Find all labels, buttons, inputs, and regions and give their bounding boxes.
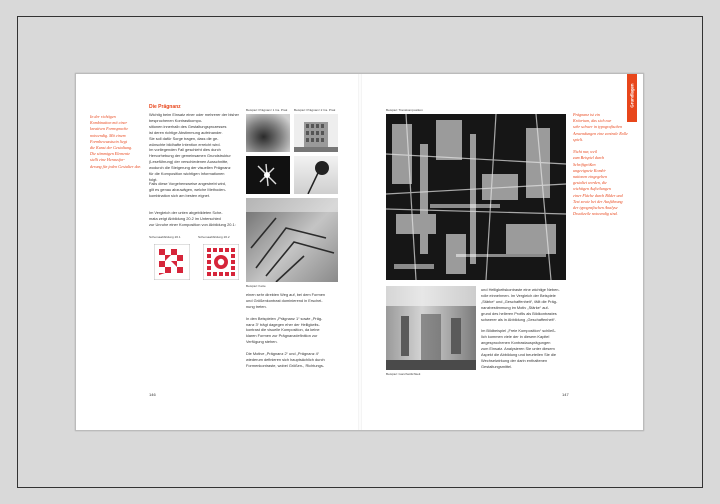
body-paragraph-2: Falls diese Vorgehensweise angestrebt wird, gilt es genau abzuwägen, welche Methoden- kombination sich am besten eignet. (149, 181, 226, 198)
book-spread (75, 73, 644, 431)
photo-caption-station: Beispiel: Ganzheitlichkeit (386, 372, 421, 376)
schema-diagram-1 (154, 244, 190, 280)
section-tab-label: Grundlagen (629, 83, 635, 108)
page-number-right: 147 (562, 392, 569, 397)
photo-station (386, 286, 476, 370)
body-paragraph-1: Wichtig beim Einsatz einer oder mehrerer der bisher besprochenen Kontrastkompo- sitionen innerhalb des Gestaltungsprozesses ist deren richtige Abstimmung aufeinander. Sie soll dafür Sorge tragen, dass die ge- wünschte bildhafte Intention erreicht wird. Im vorliegenden Fall geschieht dies durch Hervorhebung der gemeinsamen Grundstruktur (Leseführung) der verschiedenen Ausschnitte, wodurch die Steigerung der visuellen Prägnanz für die Komposition wichtigen Informationen folgt. (149, 112, 239, 182)
photo-night-object (246, 156, 290, 194)
photo-caption-large: Beispiel: Kette (246, 284, 266, 288)
schema-diagram-2 (203, 244, 239, 280)
body-paragraph-3: Im Vergleich der unten abgebildeten Sche- mata zeigt Abbildung 20.2 im Unterschied zur Unruhe einer Komposition von Abbildung 20.1: (149, 210, 236, 227)
right-body-text: und Helligkeitskontraste eine wichtige Neben- rolle einnehmen. Im Vergleich der Beispiele „Stärke“ und „Geschaffenheit“, fällt die Präg- nanzbestimmung im Motiv „Stärke“ auf- grund des helleren Profils als Bildkontrastes schwerer als in Abbildung „Geschaffenheit“. Im Bildbeispiel „Freie Komposition“ schließ- lich kommen viele der in diesem Kapitel angesprochenen Kontrastausprägungen zum Einsatz. Analysieren Sie unter diesem Aspekt die Abbildung und beurteilen Sie die Wechselwirkung der darin enthaltenen Gestaltungsmittel. (481, 287, 560, 369)
section-title: Die Prägnanz (149, 104, 181, 110)
diagram-caption-1: Schemaabbildung 20.1 (149, 235, 181, 239)
gutter (358, 74, 362, 430)
photo-transcomposition (386, 114, 566, 280)
photo-caption-transcomposition: Beispiel: Transkomposition (386, 108, 423, 112)
photo-blur-1 (246, 114, 290, 152)
left-col3-text: einen sehr direkten Weg auf, bei dem Formen und Größenkontrast dominierend in Erschei- nung treten. In den Beispielen „Prägnanz 1“ sowie „Präg- nanz 3“ trägt dagegen eher der Helligkeits- kontrast die visuelle Komposition, da keine klaren Formen zur Prägnanzdefinition zur Verfügung stehen. Die Motive „Prägnanz 2“ und „Prägnanz 4“ wiederum definieren sich hauptsächlich durch Formenkontraste, wobei Größen-, Richtungs- (246, 292, 326, 368)
left-sidenote: In der richtigen Kombination mit einer kreativen Formsprache notwendig. Mit einem Formbewusstsein liegt die Kunst der Gestaltung. Die stimmigen Elemente stellt eine Herausfor- derung für jeden Gestalter dar. (90, 114, 141, 169)
photo-caption-top-left: Beispiel: Prägnanz 1 Ca. Prak (246, 108, 288, 112)
page-number-left: 146 (149, 392, 156, 397)
diagram-caption-2: Schemaabbildung 20.2 (198, 235, 230, 239)
photo-chairs (246, 198, 338, 282)
photo-caption-top-right: Beispiel: Prägnanz 2 Ca. Prak (294, 108, 336, 112)
right-sidenote: Prägnanz ist ein Kriterium, das sich nur sehr schwer in typografischen Anwendungen eine zentrale Rolle spielt. Nicht nur, weil zum Beispiel durch Schriftgrößen ungeeignete Kombi- nationen eingegeben gestaltet werden, die wichtigen Aufteilungen einer Fläche durch Bilder und Text sowie bei der Ausführung der typografischen Analyse Druckzeile notwendig sind. (573, 112, 628, 217)
photo-building (294, 114, 338, 152)
photo-lamp (294, 156, 338, 194)
